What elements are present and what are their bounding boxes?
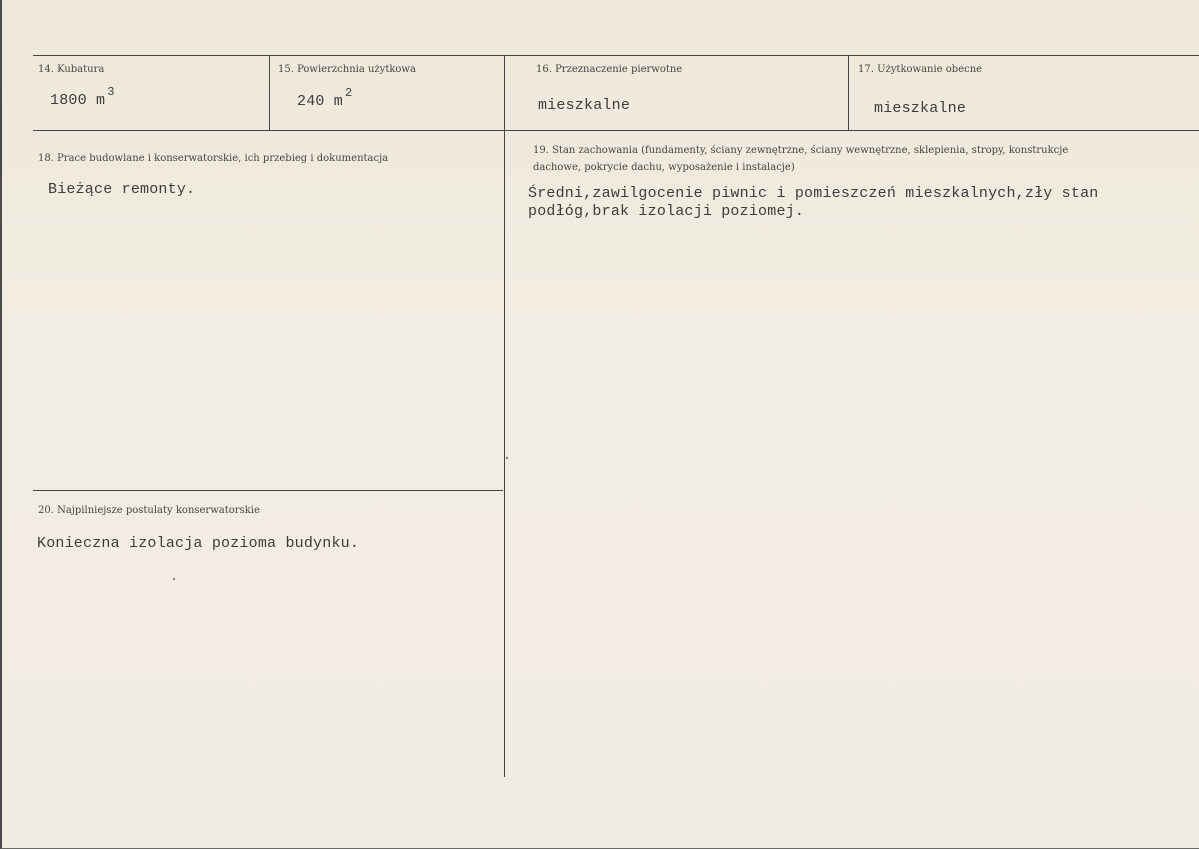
powierzchnia-label: 15. Powierzchnia użytkowa	[278, 64, 416, 75]
stan-value: Średni,zawilgocenie piwnic i pomieszczeń mieszkalnych,zły stan podłóg,brak izolacji poziomej.	[528, 185, 1099, 220]
uzytkowanie-label: 17. Użytkowanie obecne	[858, 64, 983, 75]
powierzchnia-value	[297, 86, 353, 110]
prace-label: 18. Prace budowlane i konserwatorskie, ich przebieg i dokumentacja	[38, 153, 389, 164]
powierzchnia-exponent: 2	[345, 86, 353, 100]
postulaty-label: 20. Najpilniejsze postulaty konserwatorskie	[38, 505, 260, 516]
stan-label: 19. Stan zachowania (fundamenty, ściany zewnętrzne, ściany wewnętrzne, sklepienia, stropy, konstrukcje dachowe, pokrycie dachu, wyposażenie i instalacje)	[533, 145, 1069, 173]
kubatura-value	[50, 85, 115, 109]
powierzchnia-number: 240 m	[297, 93, 344, 110]
col-divider-14-15	[269, 55, 270, 130]
kubatura-number: 1800 m	[50, 92, 106, 109]
paper-speck	[506, 457, 508, 459]
section-18-20-divider	[33, 490, 503, 491]
postulaty-value: Konieczna izolacja pozioma budynku.	[37, 535, 360, 552]
przeznaczenie-label: 16. Przeznaczenie pierwotne	[536, 64, 683, 75]
kubatura-exponent: 3	[107, 85, 115, 99]
col-divider-main	[504, 55, 505, 777]
paper-speck	[173, 578, 175, 580]
prace-value: Bieżące remonty.	[48, 181, 196, 198]
row-divider	[33, 130, 1199, 131]
uzytkowanie-value: mieszkalne	[874, 100, 967, 117]
col-divider-16-17	[848, 55, 849, 130]
top-rule	[33, 55, 1199, 56]
kubatura-label: 14. Kubatura	[38, 64, 105, 75]
przeznaczenie-value: mieszkalne	[538, 97, 631, 114]
